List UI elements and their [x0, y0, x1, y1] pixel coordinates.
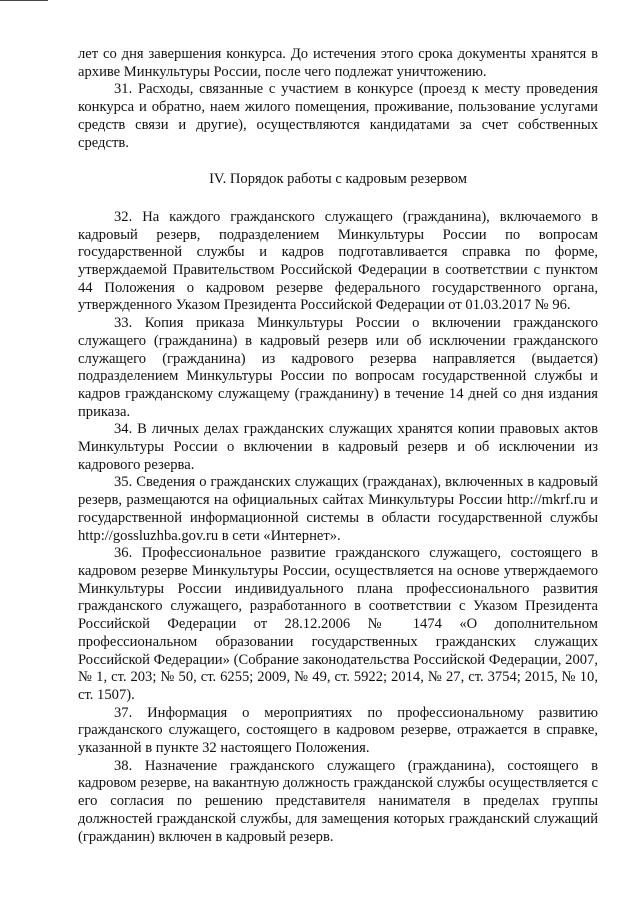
paragraph-33: 33. Копия приказа Минкультуры России о включении гражданского служащего (гражданина) в кадровый резерв или об исключении гражданского служащего (гражданина) из кадрового резерва направляется (выдается) подразделением Минкультуры России по вопросам государственной службы и кадров гражданскому служащему (гражданину) в течение 14 дней со дня издания приказа.	[78, 315, 598, 420]
paragraph-34: 34. В личных делах гражданских служащих хранятся копии правовых актов Минкультуры России о включении в кадровый резерв и об исключении из кадрового резерва.	[78, 421, 598, 473]
paragraph-32: 32. На каждого гражданского служащего (гражданина), включаемого в кадровый резерв, подразделением Минкультуры России по вопросам государственной службы и кадров подготавливается справка по форме, утверждаемой Правительством Российской Федерации в соответствии с пунктом 44 Положения о кадровом резерве федерального государственного органа, утвержденного Указом Президента Российской Федерации от 01.03.2017 № 96.	[78, 208, 598, 314]
scan-edge-mark	[0, 0, 48, 1]
paragraph-37: 37. Информация о мероприятиях по профессиональному развитию гражданского служащего, состоящего в кадровом резерве, отражается в справке, указанной в пункте 32 настоящего Положения.	[78, 704, 598, 757]
paragraph-38: 38. Назначение гражданского служащего (гражданина), состоящего в кадровом резерве, на вакантную должность гражданской службы осуществляется с его согласия по решению представителя нанимателя в пределах группы должностей гражданской службы, для замещения которых гражданский служащий (гражданин) включен в кадровый резерв.	[78, 757, 598, 845]
section-title: IV. Порядок работы с кадровым резервом	[209, 171, 467, 188]
paragraph-30-continuation: лет со дня завершения конкурса. До истечения этого срока документы хранятся в архиве Минкультуры России, после чего подлежат уничтожению.	[78, 46, 598, 80]
paragraph-36: 36. Профессиональное развитие гражданского служащего, состоящего в кадровом резерве Минкультуры России, осуществляется на основе утверждаемого Минкультуры России индивидуального плана профессионального развития гражданского служащего, разработанного в соответствии с Указом Президента Российской Федерации от 28.12.2006 № 1474 «О дополнительном профессиональном образовании государственных гражданских служащих Российской Федерации» (Собрание законодательства Российской Федерации, 2007, № 1, ст. 203; № 50, ст. 6255; 2009, № 49, ст. 5922; 2014, № 27, ст. 3754; 2015, № 10, ст. 1507).	[78, 545, 598, 703]
document-page	[78, 46, 598, 846]
paragraph-31: 31. Расходы, связанные с участием в конкурсе (проезд к месту проведения конкурса и обратно, наем жилого помещения, проживание, пользование услугами средств связи и другие), осуществляются кандидатами за счет собственных средств.	[78, 81, 598, 151]
paragraph-35: 35. Сведения о гражданских служащих (гражданах), включенных в кадровый резерв, размещаются на официальных сайтах Минкультуры России http://mkrf.ru и государственной информационной системы в области государственной службы http://gossluzhba.gov.ru в сети «Интернет».	[78, 474, 598, 544]
